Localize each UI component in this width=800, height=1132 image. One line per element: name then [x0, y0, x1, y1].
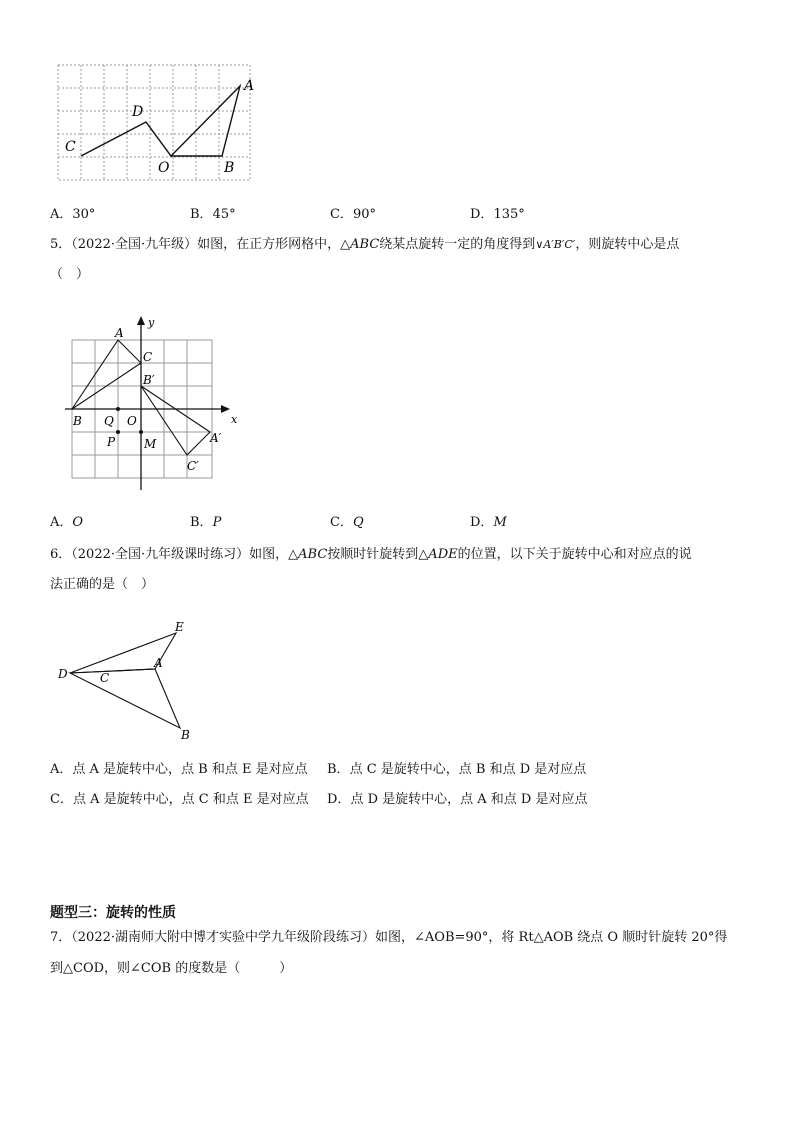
q6-number: 6．	[50, 547, 72, 562]
q6-source: （2022·全国·九年级课时练习）	[71, 547, 250, 562]
label-C: C	[143, 350, 153, 364]
q6-stem: 6．（2022·全国·九年级课时练习）如图，△ABC按顺时针旋转到△ADE的位置，以下关于旋转中心和对应点的说	[50, 547, 692, 562]
label-B-prime: B′	[143, 373, 155, 387]
label-A-prime: A′	[210, 431, 222, 445]
label-E: E	[175, 620, 184, 634]
q7-source: （2022·湖南师大附中博才实验中学九年级阶段练习）	[71, 930, 375, 945]
q5-option-a[interactable]: A．O	[50, 515, 84, 530]
q6-figure	[50, 615, 210, 745]
label-Q: Q	[104, 414, 114, 428]
q6-option-d[interactable]: D．点 D 是旋转中心，点 A 和点 D 是对应点	[327, 792, 588, 807]
section-heading: 题型三：旋转的性质	[50, 905, 176, 921]
label-A: A	[115, 326, 124, 340]
q5-source: （2022·全国·九年级）	[71, 237, 198, 252]
label-M: M	[144, 437, 157, 451]
label-D: D	[132, 104, 144, 120]
label-A: A	[244, 78, 255, 94]
label-B: B	[181, 728, 190, 742]
label-A: A	[154, 656, 163, 670]
label-B: B	[73, 414, 82, 428]
q6-option-c[interactable]: C．点 A 是旋转中心，点 C 和点 E 是对应点	[50, 792, 309, 807]
q5-option-b[interactable]: B．P	[190, 515, 222, 530]
q6-option-b[interactable]: B．点 C 是旋转中心，点 B 和点 D 是对应点	[327, 762, 587, 777]
q4-option-d[interactable]: D．135°	[470, 207, 525, 222]
q5-option-c[interactable]: C．Q	[330, 515, 364, 530]
q6-stem-line2: 法正确的是（ ）	[50, 577, 155, 592]
q4-figure	[50, 58, 265, 188]
label-x-axis: x	[231, 413, 238, 426]
label-C: C	[65, 139, 76, 155]
q7-stem: 7．（2022·湖南师大附中博才实验中学九年级阶段练习）如图，∠AOB=90°，将 Rt△AOB 绕点 O 顺时针旋转 20°得	[50, 930, 728, 945]
q6-option-a[interactable]: A．点 A 是旋转中心，点 B 和点 E 是对应点	[50, 762, 308, 777]
q4-option-b[interactable]: B．45°	[190, 207, 236, 222]
label-O: O	[158, 160, 170, 176]
q5-number: 5．	[50, 237, 72, 252]
label-C-prime: C′	[187, 459, 199, 473]
q4-option-c[interactable]: C．90°	[330, 207, 376, 222]
label-D: D	[58, 667, 68, 681]
q4-option-a[interactable]: A．30°	[50, 207, 96, 222]
label-P: P	[107, 435, 116, 449]
q5-figure	[55, 310, 245, 495]
label-O: O	[127, 414, 137, 428]
label-C: C	[100, 671, 110, 685]
label-B: B	[224, 160, 235, 176]
q7-stem-line2: 到△COD，则∠COB 的度数是（ ）	[50, 961, 293, 976]
q5-option-d[interactable]: D．M	[470, 515, 507, 530]
q5-answer-paren: （ ）	[50, 267, 90, 282]
q7-number: 7．	[50, 930, 72, 945]
label-y-axis: y	[148, 316, 155, 329]
q5-stem: 5．（2022·全国·九年级）如图，在正方形网格中，△ABC绕某点旋转一定的角度得到∨A′B′C′，则旋转中心是点	[50, 237, 680, 252]
